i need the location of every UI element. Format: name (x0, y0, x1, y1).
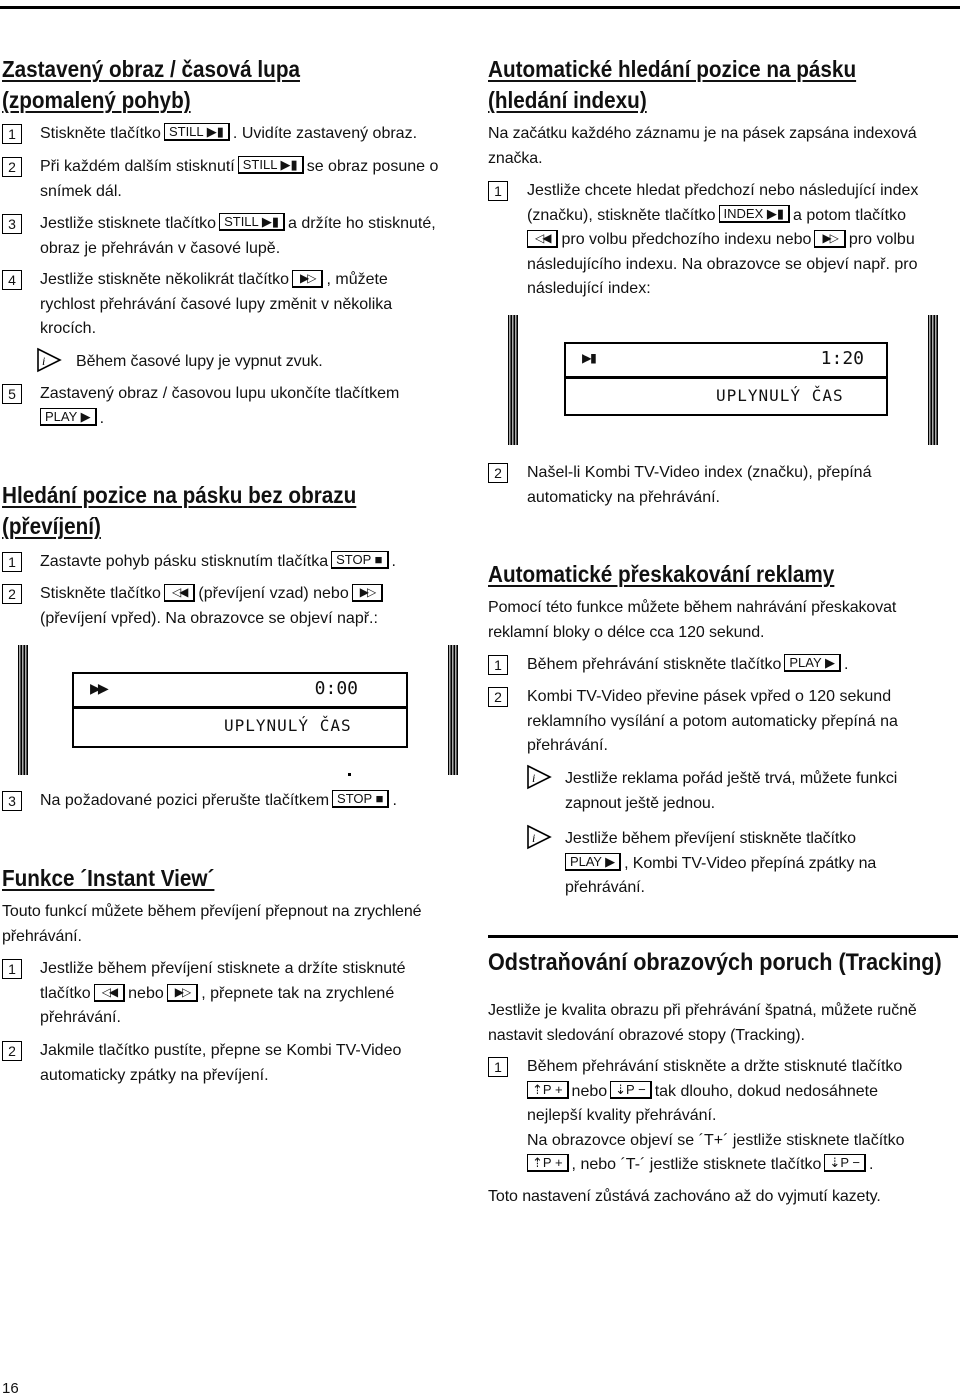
step-text: Jestliže stisknete tlačítko (40, 215, 217, 232)
info-text: Jestliže během převíjení stiskněte tlačítko (565, 830, 856, 847)
step-text: pro volbu předchozího indexu nebo (561, 231, 812, 248)
svg-text:i: i (532, 831, 536, 845)
forward-key: ▶▷ (814, 230, 845, 248)
osd-divider (566, 376, 886, 379)
index-intro (488, 122, 958, 171)
osd-label: UPLYNULÝ ČAS (224, 716, 352, 735)
info-text: Jestliže reklama pořád ještě trvá, můžete funkci (565, 770, 898, 787)
intro-text: Na začátku každého záznamu je na pásek zapsána indexová (488, 125, 917, 142)
step-text: přehrávání. (527, 737, 608, 754)
step-text: nebo (571, 1082, 608, 1100)
step-text: tlačítko (40, 984, 91, 1002)
step-text: reklamního vysílání a potom automaticky přepíná na (527, 712, 898, 730)
step-text: následujícího indexu. Na obrazovce se objeví např. pro (527, 255, 918, 273)
rewind-key: ◁◀ (164, 584, 195, 602)
step-text: nebo (128, 984, 164, 1002)
step-number: 1 (2, 959, 22, 979)
osd-screen-index (508, 315, 938, 445)
step-text: Kombi TV-Video převine pásek vpřed o 120 sekund (527, 688, 892, 705)
step-text: Během přehrávání stiskněte tlačítko (527, 656, 782, 673)
intro-text: Jestliže je kvalita obrazu při přehrávání špatná, můžete ručně (488, 1002, 917, 1019)
intro-text: značka. (488, 149, 543, 167)
step-number: 3 (2, 214, 22, 234)
forward-key: ▶▷ (167, 984, 198, 1002)
step-text: krocích. (40, 320, 97, 337)
step-number: 2 (488, 463, 508, 483)
still-key: STILL ▶▮ (238, 156, 304, 174)
step-text: . (844, 656, 849, 673)
step-text: (převíjení vzad) nebo (198, 585, 349, 602)
osd-counter: 1:20 (820, 348, 864, 369)
step-text: Při každém dalším stisknutí (40, 158, 235, 175)
info-text: , Kombi TV-Video přepíná zpátky na (624, 854, 877, 872)
section-title-still-line1: Zastavený obraz / časová lupa (2, 56, 300, 82)
play-key: PLAY ▶ (40, 408, 97, 426)
step-text: Zastavte pohyb pásku stisknutím tlačítka (40, 553, 329, 570)
intro-text: Pomocí této funkce můžete během nahrávání přeskakovat (488, 599, 897, 616)
section-title-still-line2: (zpomalený pohyb) (2, 87, 191, 113)
step-text: Jestliže stiskněte několikrát tlačítko (40, 271, 289, 288)
step-text: . (868, 1156, 874, 1173)
still-key: STILL ▶▮ (219, 213, 285, 231)
section-instant-view (2, 863, 238, 894)
osd-box (564, 342, 888, 416)
tracking-minus-key: ⇣P − (824, 1154, 866, 1172)
section-index-search (488, 54, 897, 116)
page-number: 16 (2, 1380, 19, 1397)
tracking-footer: Toto nastavení zůstává zachováno až do vyjmutí kazety. (488, 1188, 881, 1205)
step-text: (převíjení vpřed). Na obrazovce se objeví např.: (40, 609, 378, 627)
info-text: Během časové lupy je vypnut zvuk. (76, 353, 323, 370)
step-text: obraz je přehráván v časové lupě. (40, 239, 281, 257)
step-text: tak dlouho, dokud nedosáhnete (654, 1082, 878, 1100)
intro-text: přehrávání. (2, 927, 82, 945)
info-icon (36, 347, 62, 373)
step-text: . (391, 553, 396, 570)
step-number: 4 (2, 270, 22, 290)
section-search (2, 480, 396, 542)
osd-divider (74, 706, 406, 709)
info-text: přehrávání. (565, 879, 645, 896)
section-rule (488, 935, 958, 938)
section-still-frame (2, 54, 333, 116)
step-text: se obraz posune o (306, 158, 439, 175)
info-icon (526, 824, 552, 850)
fast-forward-icon: ▶▶ (90, 678, 106, 699)
section-tracking (488, 947, 960, 978)
section-title-search-line2: (převíjení) (2, 513, 101, 539)
step-text: Na obrazovce objeví se ´T+´ jestliže stisknete tlačítko (527, 1131, 905, 1149)
svg-text:i: i (532, 771, 536, 785)
step-text: . Uvidíte zastavený obraz. (232, 125, 418, 142)
section-title-commercial-skip: Automatické přeskakování reklamy (488, 561, 835, 587)
stop-key: STOP ■ (332, 790, 389, 808)
info-icon (526, 764, 552, 790)
step-number: 2 (2, 1041, 22, 1061)
commercial-info-2 (565, 827, 876, 901)
index-next-icon: ▶▮ (582, 348, 596, 367)
screen-dot (348, 773, 351, 776)
step-number: 3 (2, 791, 22, 811)
section-title-instant-view: Funkce ´Instant View´ (2, 865, 215, 891)
svg-text:i: i (42, 354, 46, 368)
commercial-info-1 (565, 767, 897, 816)
step-number: 2 (2, 157, 22, 177)
screen-left-edge (508, 315, 518, 445)
info-text: zapnout ještě jednou. (565, 794, 716, 812)
step-text: Jakmile tlačítko pustíte, přepne se Kombi TV-Video (40, 1042, 402, 1059)
step-text: (značku), stiskněte tlačítko (527, 206, 716, 224)
step-text: Stiskněte tlačítko (40, 585, 161, 602)
step-text: nejlepší kvality přehrávání. (527, 1107, 717, 1124)
osd-screen-rewind (18, 645, 458, 775)
intro-text: reklamní bloky o délce cca 120 sekund. (488, 623, 765, 641)
step-text: . (99, 409, 105, 427)
step-text: , můžete (326, 271, 388, 288)
step-number: 5 (2, 384, 22, 404)
step-text: , nebo ´T-´ jestliže stisknete tlačítko (571, 1156, 822, 1173)
screen-right-edge (928, 315, 938, 445)
step-number: 1 (2, 124, 22, 144)
section-commercial-skip (488, 559, 873, 590)
step-number: 2 (488, 687, 508, 707)
step-text: Na požadované pozici přerušte tlačítkem (40, 792, 330, 809)
section-title-search-line1: Hledání pozice na pásku bez obrazu (2, 482, 357, 508)
step-text: přehrávání. (40, 1009, 121, 1026)
step-text: Během přehrávání stiskněte a držte stisknuté tlačítko (527, 1058, 903, 1075)
step-number: 2 (2, 584, 22, 604)
tracking-intro (488, 999, 958, 1048)
tracking-plus-key: ⇡P + (527, 1081, 569, 1099)
step-text: Našel-li Kombi TV-Video index (značku), přepíná (527, 464, 872, 481)
step-text: snímek dál. (40, 182, 122, 200)
section-title-index-line1: Automatické hledání pozice na pásku (488, 56, 857, 82)
forward-key: ▶▷ (352, 584, 383, 602)
intro-text: nastavit sledování obrazové stopy (Tracking). (488, 1026, 805, 1044)
step-text: . (392, 792, 397, 809)
section-title-tracking: Odstraňování obrazových poruch (Tracking) (488, 949, 942, 976)
step-text: následující index: (527, 280, 651, 297)
step-text: Stiskněte tlačítko (40, 125, 161, 142)
play-key: PLAY ▶ (565, 853, 621, 871)
step-text: , přepnete tak na zrychlené (201, 984, 395, 1002)
instant-view-intro (2, 900, 468, 949)
tracking-plus-key: ⇡P + (527, 1154, 569, 1172)
osd-box (72, 672, 408, 748)
step-number: 1 (488, 181, 508, 201)
step-text: Jestliže chcete hledat předchozí nebo následující index (527, 182, 919, 199)
step-text: a držíte ho stisknuté, (288, 215, 436, 232)
forward-key: ▶▷ (292, 270, 323, 288)
step-text: automaticky zpátky na převíjení. (40, 1066, 269, 1084)
rewind-key: ◁◀ (527, 230, 558, 248)
osd-label: UPLYNULÝ ČAS (716, 386, 844, 405)
step-text: rychlost přehrávání časové lupy změnit v několika (40, 295, 393, 313)
still-key: STILL ▶▮ (164, 123, 230, 141)
step-text: pro volbu (848, 231, 915, 248)
play-key: PLAY ▶ (784, 654, 841, 672)
step-text: Zastavený obraz / časovou lupu ukončíte tlačítkem (40, 385, 400, 402)
step-number: 1 (2, 552, 22, 572)
tracking-minus-key: ⇣P − (610, 1081, 652, 1099)
section-title-index-line2: (hledání indexu) (488, 87, 647, 113)
step-number: 1 (488, 1057, 508, 1077)
commercial-intro (488, 596, 958, 645)
osd-counter: 0:00 (314, 678, 358, 699)
step-text: automaticky na přehrávání. (527, 488, 720, 506)
step-number: 1 (488, 655, 508, 675)
step-text: Jestliže během převíjení stisknete a držíte stisknuté (40, 960, 406, 977)
index-key: INDEX ▶▮ (719, 205, 791, 223)
rewind-key: ◁◀ (94, 984, 125, 1002)
intro-text: Touto funkcí můžete během převíjení přepnout na zrychlené (2, 903, 422, 920)
screen-right-edge (448, 645, 458, 775)
screen-left-edge (18, 645, 28, 775)
step-text: a potom tlačítko (793, 206, 906, 224)
stop-key: STOP ■ (331, 551, 388, 569)
top-rule (0, 6, 960, 9)
